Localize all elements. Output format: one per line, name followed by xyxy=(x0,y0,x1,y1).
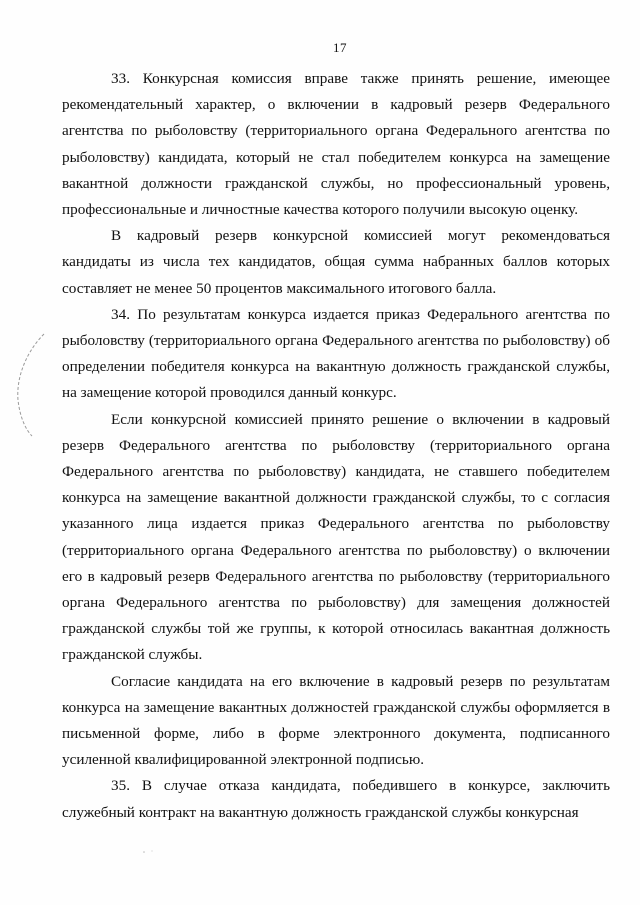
paragraph-33: 33. Конкурсная комиссия вправе также принять решение, имеющее рекомендательный характер, о включении в кадровый резерв Федерального агентства по рыболовству (территориального органа Федерального агентства по рыболовству) кандидата, который не стал победителем конкурса на замещение вакантной должности гражданской службы, но профессиональный уровень, профессиональные и личностные качества которого получили высокую оценку. xyxy=(62,70,610,219)
document-body xyxy=(62,66,610,826)
paragraph-reserve-order: Если конкурсной комиссией принято решение о включении в кадровый резерв Федерального агентства по рыболовству (территориального органа Федерального агентства по рыболовству) кандидата, не ставшего победителем конкурса на замещение вакантной должности гражданской службы, то с согласия указанного лица издается приказ Федерального агентства по рыболовству (территориального органа Федерального агентства по рыболовству) о включении его в кадровый резерв Федерального агентства по рыболовству (территориального органа Федерального агентства по рыболовству) для замещения должностей гражданской службы той же группы, к которой относилась вакантная должность гражданской службы. xyxy=(62,410,610,664)
paragraph-reserve-recommendation: В кадровый резерв конкурсной комиссией могут рекомендоваться кандидаты из числа тех кандидатов, общая сумма набранных баллов которых составляет не менее 50 процентов максимального итогового балла. xyxy=(62,227,610,297)
page-number: 17 xyxy=(333,40,347,55)
paragraph-34: 34. По результатам конкурса издается приказ Федерального агентства по рыболовству (территориального органа Федерального агентства по рыболовству) об определении победителя конкурса на вакантную должность гражданской службы, на замещение которой проводился данный конкурс. xyxy=(62,305,610,402)
scan-speck xyxy=(140,848,160,856)
paragraph-35: 35. В случае отказа кандидата, победившего в конкурсе, заключить служебный контракт на вакантную должность гражданской службы конкурсная xyxy=(62,777,610,821)
margin-pencil-mark xyxy=(10,330,50,440)
paragraph-consent: Согласие кандидата на его включение в кадровый резерв по результатам конкурса на замещение вакантных должностей гражданской службы оформляется в письменной форме, либо в форме электронного документа, подписанного усиленной квалифицированной электронной подписью. xyxy=(62,672,610,769)
